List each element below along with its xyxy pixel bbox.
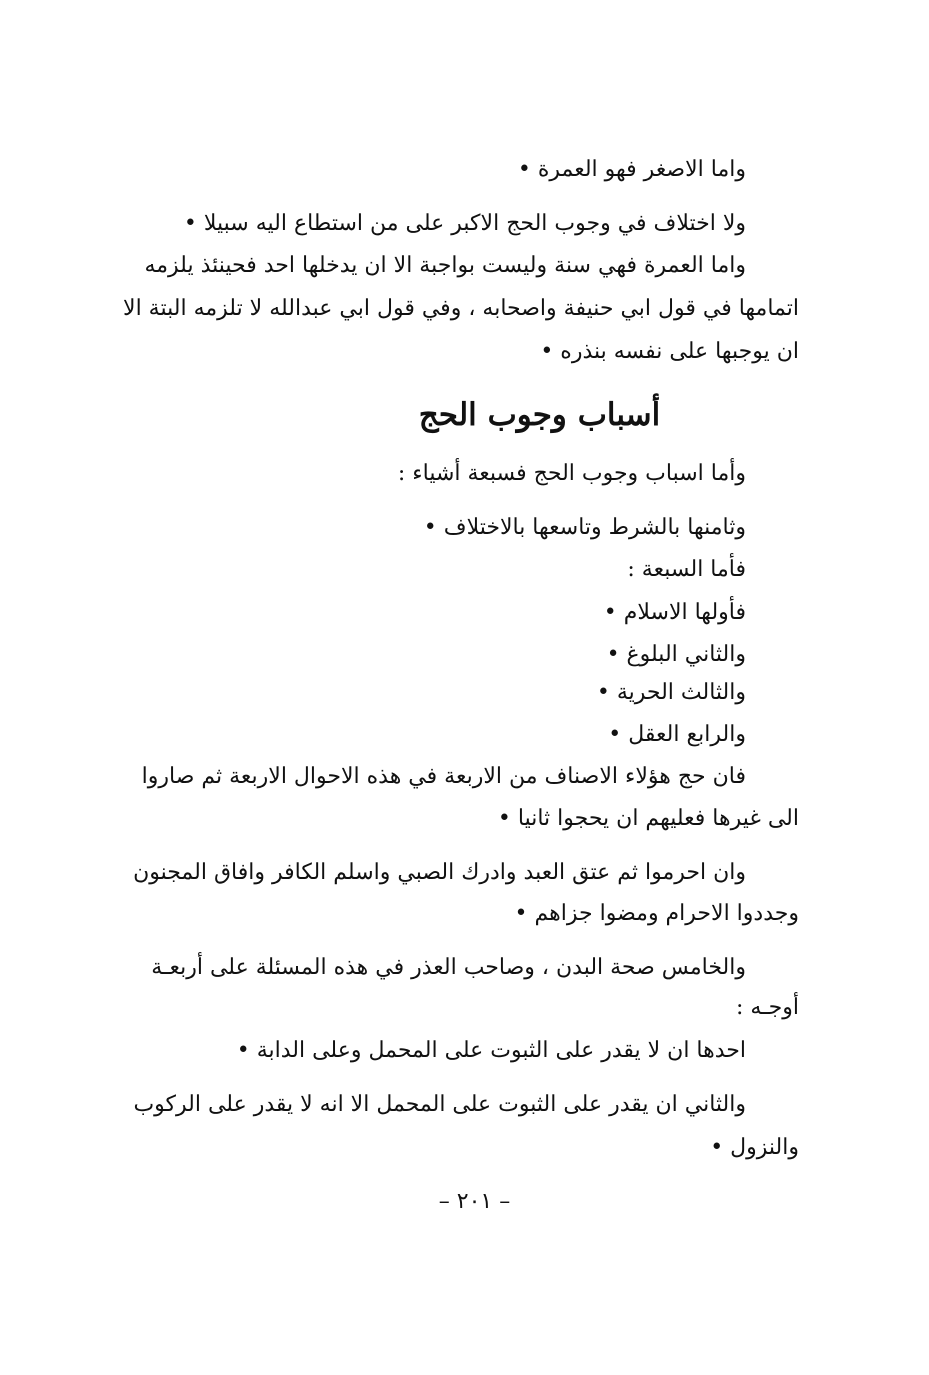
paragraph-fifth-line-1: والخامس صحة البدن ، وصاحب العذر في هذه المسئلة على أربعـة — [151, 955, 746, 980]
page-number: – ٢٠١ – — [438, 1189, 511, 1214]
paragraph-no-dispute: ولا اختلاف في وجوب الحج الاكبر على من استطاع اليه سبيلا • — [183, 211, 746, 236]
label-the-seven: فأما السبعة : — [627, 557, 746, 582]
paragraph-minor-hajj: واما الاصغر فهو العمرة • — [517, 157, 746, 182]
paragraph-aspect-one: احدها ان لا يقدر على الثبوت على المحمل وعلى الدابة • — [236, 1038, 746, 1063]
item-first-islam: فأولها الاسلام • — [603, 600, 746, 625]
paragraph-umrah-line-3: ان يوجبها على نفسه بنذره • — [540, 339, 799, 364]
paragraph-hajj-line-1: فان حج هؤلاء الاصناف من الاربعة في هذه الاحوال الاربعة ثم صاروا — [141, 764, 746, 789]
item-fourth-sanity: والرابع العقل • — [608, 722, 746, 747]
paragraph-eighth-ninth: وثامنها بالشرط وتاسعها بالاختلاف • — [423, 515, 746, 540]
paragraph-ihram-line-1: وان احرموا ثم عتق العبد وادرك الصبي واسلم الكافر وافاق المجنون — [133, 860, 746, 885]
paragraph-aspect-two-line-1: والثاني ان يقدر على الثبوت على المحمل الا انه لا يقدر على الركوب — [133, 1092, 746, 1117]
paragraph-fifth-line-2: أوجـه : — [736, 995, 799, 1020]
paragraph-aspect-two-line-2: والنزول • — [710, 1135, 799, 1160]
item-second-maturity: والثاني البلوغ • — [606, 642, 746, 667]
paragraph-umrah-line-1: واما العمرة فهي سنة وليست بواجبة الا ان يدخلها احد فحينئذ يلزمه — [144, 253, 746, 278]
paragraph-umrah-line-2: اتمامها في قول ابي حنيفة واصحابه ، وفي قول ابي عبدالله لا تلزمه البتة الا — [123, 296, 799, 321]
paragraph-causes-intro: وأما اسباب وجوب الحج فسبعة أشياء : — [397, 461, 746, 486]
paragraph-hajj-line-2: الى غيرها فعليهم ان يحجوا ثانيا • — [497, 806, 799, 831]
paragraph-ihram-line-2: وجددوا الاحرام ومضوا جزاهم • — [514, 901, 799, 926]
section-heading: أسباب وجوب الحج — [418, 397, 661, 433]
item-third-freedom: والثالث الحرية • — [596, 680, 746, 705]
